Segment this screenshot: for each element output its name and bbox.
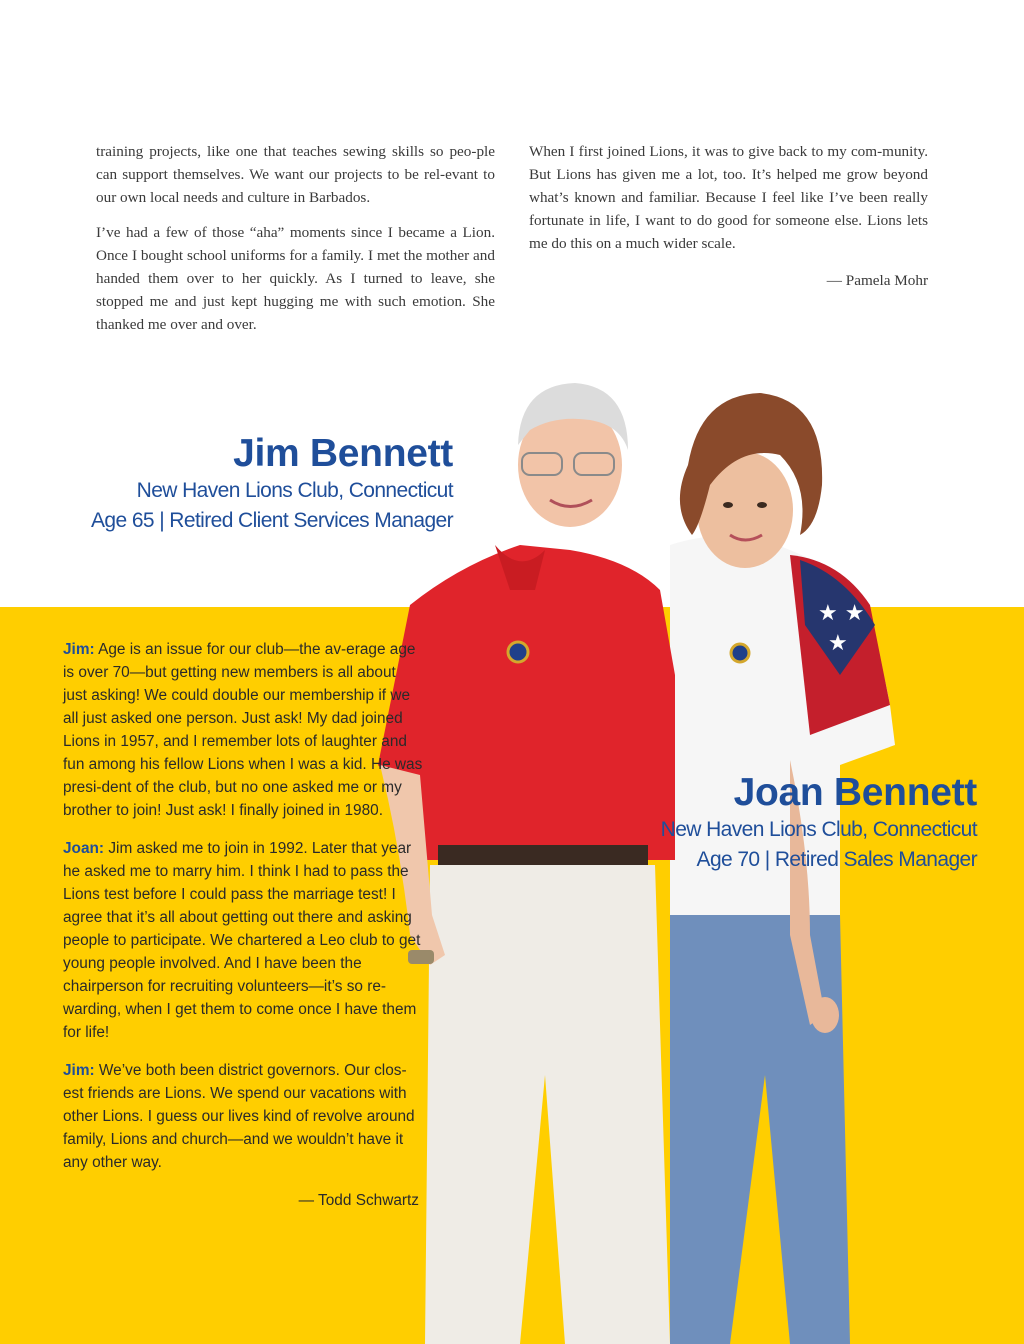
joan-jeans — [670, 915, 850, 1344]
article-right-column — [529, 140, 928, 304]
jim-belt — [438, 845, 648, 867]
speaker-label: Joan: — [63, 840, 105, 857]
joan-profile-header — [661, 771, 977, 875]
joan-club: New Haven Lions Club, Connecticut — [660, 818, 977, 841]
article-signature: — Pamela Mohr — [826, 272, 928, 289]
lions-pin — [731, 644, 749, 662]
story-text: Age is an issue for our club—the av-erage age is over 70—but getting new members is all about just asking! We could double our membership if we all just asked one person. Just ask! My dad joined Lions in 1957, and I remember lots of laughter and fun among his fellow Lions when I was a kid. He was presi-dent of the club, but no one asked me or my brother to join! Just ask! I finally joined in 1980. — [63, 641, 423, 819]
jim-profile-header — [91, 432, 453, 536]
joan-details: Age 70 | Retired Sales Manager — [696, 848, 977, 871]
article-paragraph: training projects, like one that teaches sewing skills so peo-ple can support themselves. We want our projects to be rel-evant to our own local needs and culture in Barbados. — [96, 143, 495, 206]
story-paragraph — [63, 1059, 423, 1174]
interview-story — [63, 638, 423, 1212]
story-text: We’ve both been district governors. Our clos-est friends are Lions. We spend our vacations with other Lions. I guess our lives kind of revolve around family, Lions and church—and we wouldn’t have it any other way. — [63, 1062, 415, 1171]
svg-text:★: ★ — [828, 631, 848, 656]
article-paragraph: When I first joined Lions, it was to give back to my com-munity. But Lions has given me a lot, too. It’s helped me grow beyond what’s known and familiar. Because I feel like I’ve been really fortunate in life, I want to do good for someone else. Lions lets me do this on a much wider scale. — [529, 143, 928, 252]
story-paragraph — [63, 638, 423, 822]
jim-pants — [425, 865, 670, 1344]
jim-club: New Haven Lions Club, Connecticut — [136, 479, 453, 502]
svg-text:★ ★: ★ ★ — [818, 601, 865, 626]
jim-details: Age 65 | Retired Client Services Manager — [91, 509, 453, 532]
story-paragraph — [63, 837, 423, 1044]
story-text: Jim asked me to join in 1992. Later that year he asked me to marry him. I think I had to pass the Lions test before I could pass the marriage test! I agree that it’s all about getting out there and asking people to participate. We chartered a Leo club to get young people involved. And I have been the chairperson for recruiting volunteers—it’s so re-warding, when I get them to come once I have them for life! — [63, 840, 421, 1041]
speaker-label: Jim: — [63, 1062, 95, 1079]
speaker-label: Jim: — [63, 641, 95, 658]
jim-name: Jim Bennett — [233, 432, 453, 475]
lions-pin — [508, 642, 528, 662]
article-left-column — [96, 140, 495, 348]
article-paragraph: I’ve had a few of those “aha” moments since I became a Lion. Once I bought school uniforms for a family. I met the mother and handed them over to her quickly. As I turned to leave, she stopped me and just kept hugging me with such emotion. She thanked me over and over. — [96, 224, 495, 333]
story-signature: — Todd Schwartz — [298, 1192, 419, 1209]
joan-name: Joan Bennett — [733, 771, 977, 814]
